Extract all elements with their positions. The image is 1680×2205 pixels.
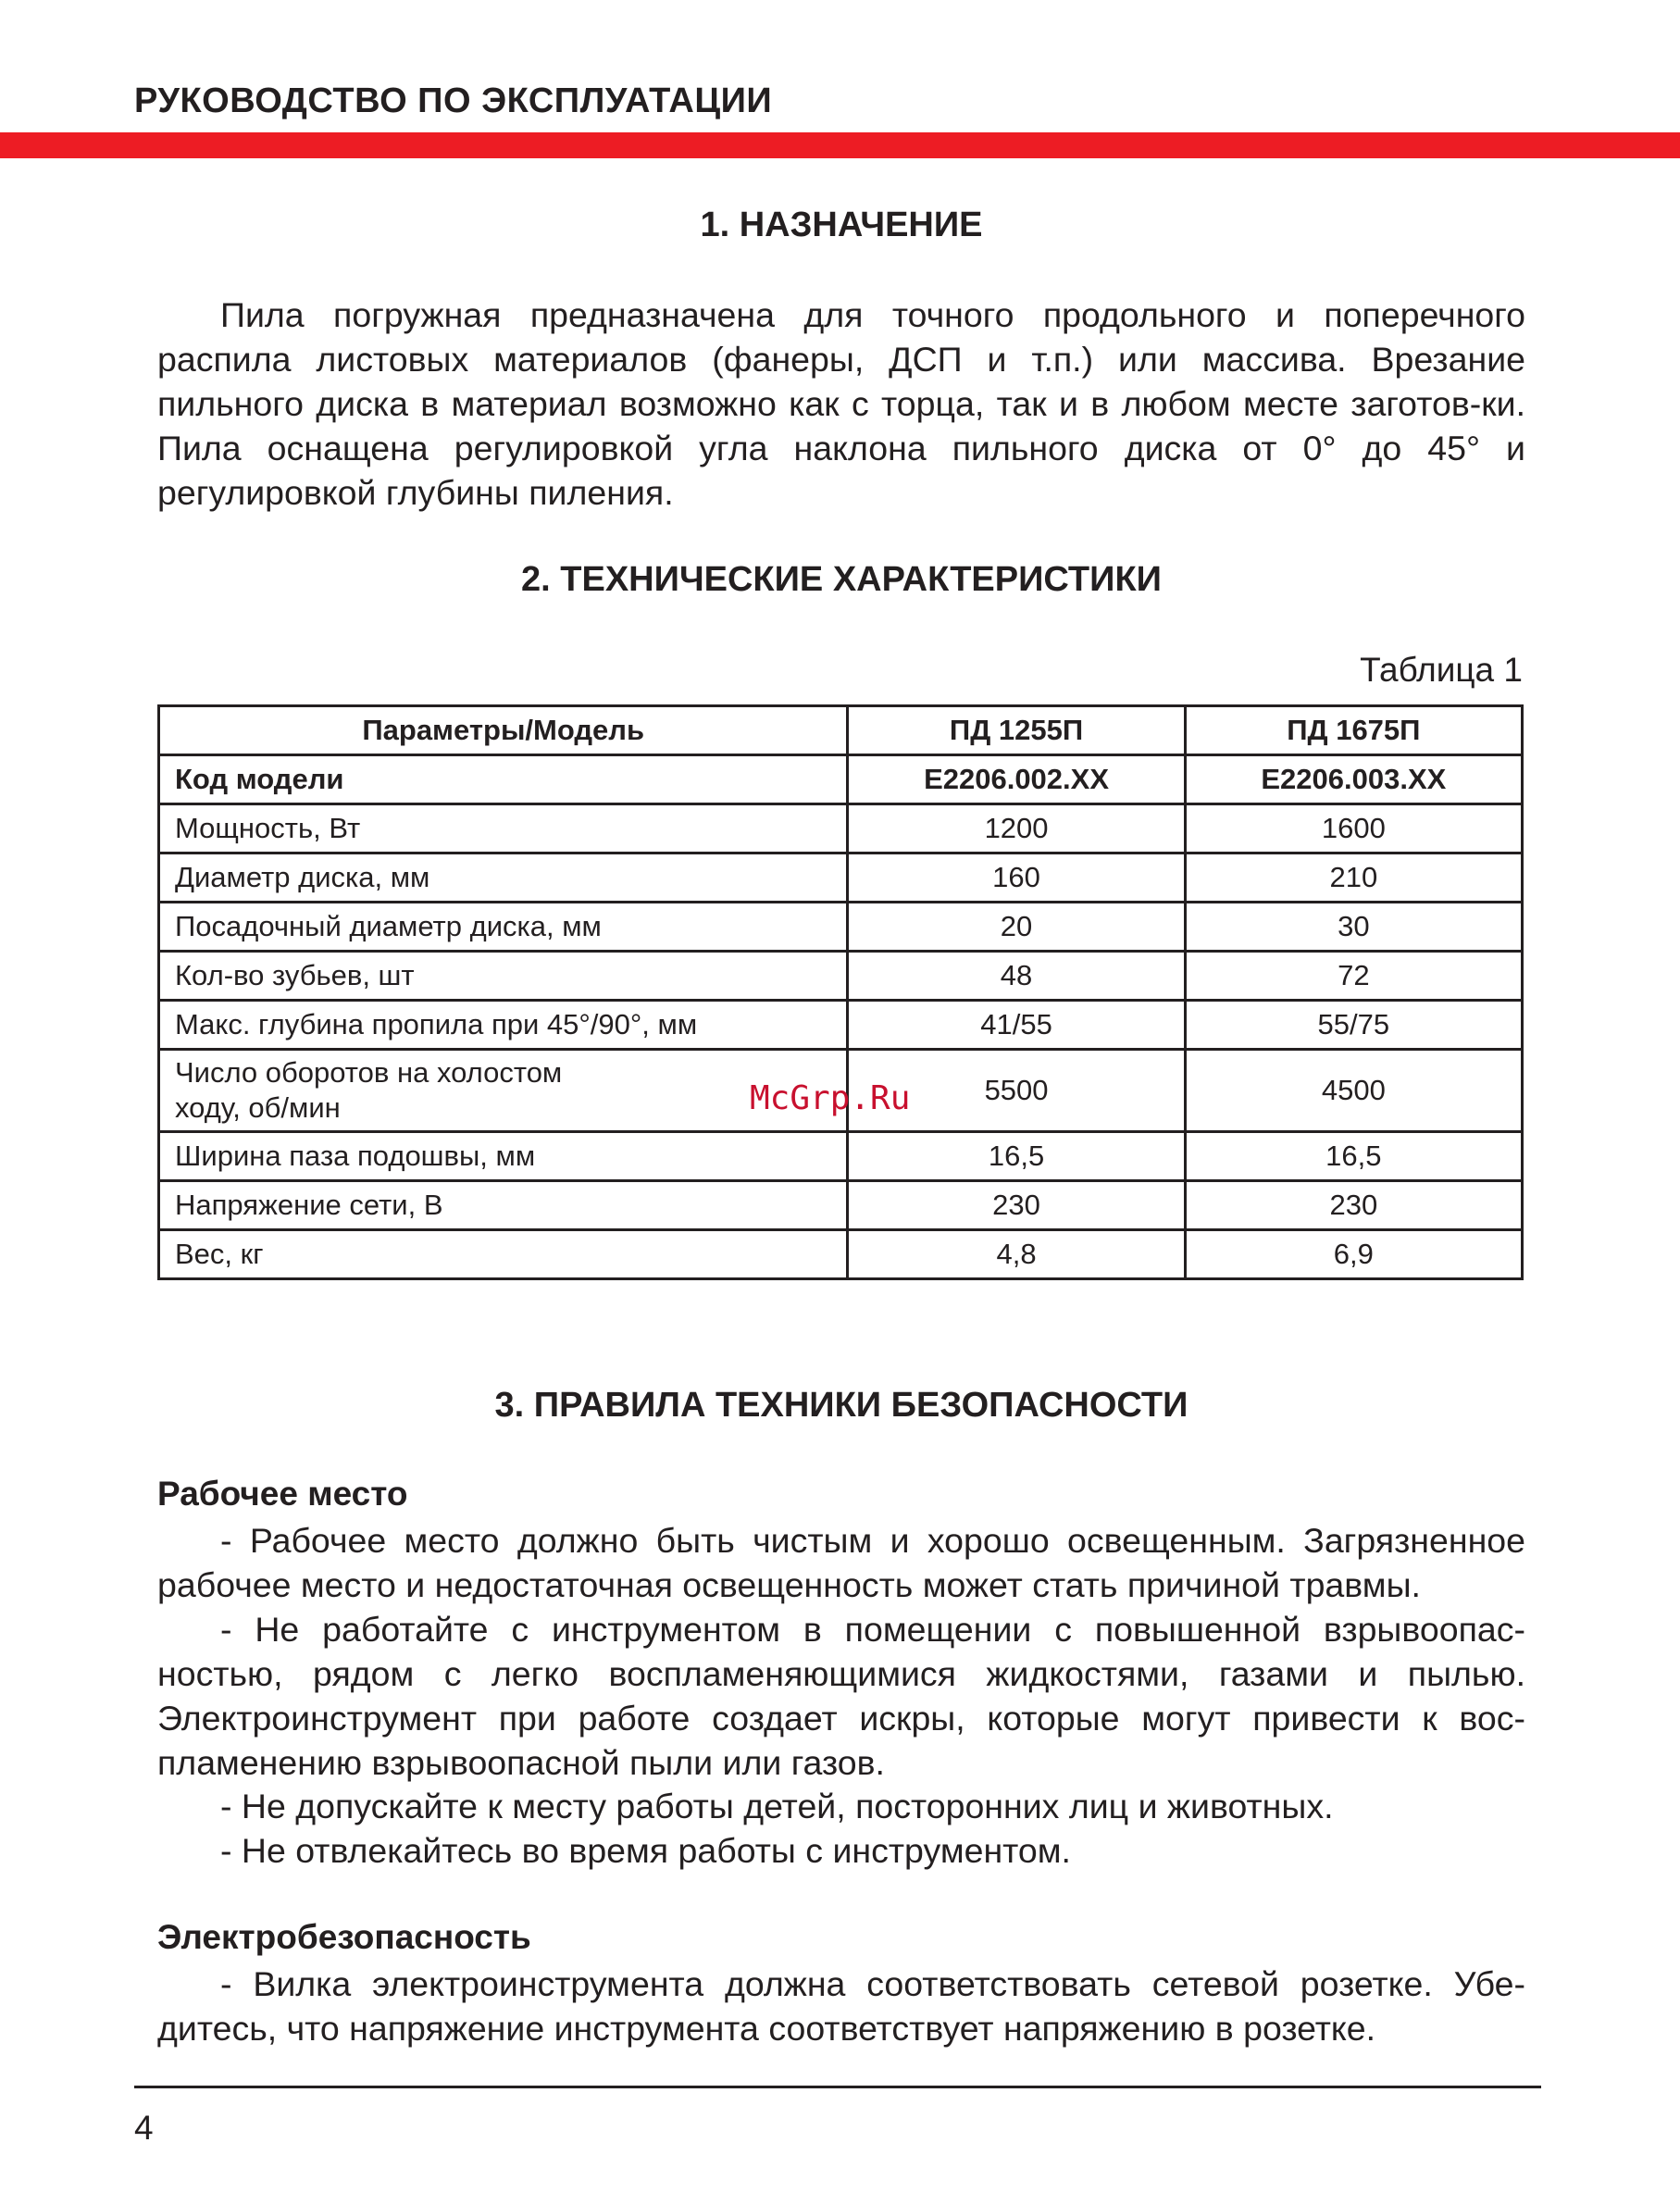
value-cell: E2206.003.XX: [1185, 755, 1522, 804]
table-row: [159, 804, 1523, 853]
value-cell: 160: [848, 853, 1185, 903]
table-row: [159, 853, 1523, 903]
param-cell: Ширина паза подошвы, мм: [159, 1132, 848, 1181]
value-cell: 5500: [848, 1050, 1185, 1132]
section-1-paragraph: [157, 293, 1525, 515]
value-cell: 55/75: [1185, 1001, 1522, 1050]
value-cell: 72: [1185, 952, 1522, 1001]
table-row: [159, 1181, 1523, 1230]
param-cell: Напряжение сети, В: [159, 1181, 848, 1230]
section-2-title: 2. ТЕХНИЧЕСКИЕ ХАРАКТЕРИСТИКИ: [521, 560, 1162, 599]
table-row: [159, 903, 1523, 952]
table-row: [159, 952, 1523, 1001]
param-cell: Вес, кг: [159, 1230, 848, 1279]
param-cell: Код модели: [159, 755, 848, 804]
workplace-item: - Не допускайте к месту работы детей, посторонних лиц и животных.: [220, 1787, 1334, 1825]
value-cell: 230: [848, 1181, 1185, 1230]
param-cell: Посадочный диаметр диска, мм: [159, 903, 848, 952]
value-cell: 6,9: [1185, 1230, 1522, 1279]
value-cell: E2206.002.XX: [848, 755, 1185, 804]
table-header-row: [159, 706, 1523, 755]
table-row: [159, 1230, 1523, 1279]
workplace-item: - Рабочее место должно быть чистым и хорошо освещенным. Загрязненное рабочее место и недостаточная освещенность может стать причиной травмы.: [157, 1521, 1525, 1604]
value-cell: 1600: [1185, 804, 1522, 853]
section-1-text: Пила погружная предназначена для точного продольного и поперечного распила листовых материалов (фанеры, ДСП и т.п.) или массива. Врезание пильного диска в материал возможно как с торца, так и в любом месте заготов-ки. Пила оснащена регулировкой угла наклона пильного диска от 0° до 45° и регулировкой глубины пиления.: [157, 295, 1525, 512]
section-1-title: 1. НАЗНАЧЕНИЕ: [700, 206, 983, 244]
value-cell: 20: [848, 903, 1185, 952]
page-number: 4: [134, 2109, 154, 2147]
watermark-link[interactable]: McGrp.Ru: [750, 1079, 911, 1117]
table-row: [159, 1001, 1523, 1050]
specifications-table: [157, 704, 1524, 1280]
value-cell: 41/55: [848, 1001, 1185, 1050]
header-cell-model-1: ПД 1255П: [848, 706, 1185, 755]
electrical-safety-heading: Электробезопасность: [157, 1918, 531, 1956]
electrical-safety-item: - Вилка электроинструмента должна соответствовать сетевой розетке. Убе-дитесь, что напряжение инструмента соответствует напряжению в розетке.: [157, 1964, 1525, 2048]
value-cell: 48: [848, 952, 1185, 1001]
value-cell: 30: [1185, 903, 1522, 952]
param-cell: Диаметр диска, мм: [159, 853, 848, 903]
running-header: РУКОВОДСТВО ПО ЭКСПЛУАТАЦИИ: [134, 81, 773, 120]
param-cell: Число оборотов на холостом ходу, об/мин: [159, 1050, 848, 1132]
workplace-item: - Не отвлекайтесь во время работы с инструментом.: [220, 1831, 1071, 1870]
section-3-title: 3. ПРАВИЛА ТЕХНИКИ БЕЗОПАСНОСТИ: [494, 1386, 1188, 1425]
param-cell: Мощность, Вт: [159, 804, 848, 853]
value-cell: 1200: [848, 804, 1185, 853]
workplace-heading: Рабочее место: [157, 1475, 408, 1513]
header-accent-bar: [0, 132, 1680, 158]
value-cell: 16,5: [848, 1132, 1185, 1181]
value-cell: 16,5: [1185, 1132, 1522, 1181]
footer-divider: [134, 2086, 1541, 2088]
workplace-item: - Не работайте с инструментом в помещении с повышенной взрывоопас-ностью, рядом с легко воспламеняющимися жидкостями, газами и пылью. Электроинструмент при работе создает искры, которые могут привести к вос-пламенению взрывоопасной пыли или газов.: [157, 1610, 1525, 1782]
value-cell: 4500: [1185, 1050, 1522, 1132]
header-cell-parameters: Параметры/Модель: [159, 706, 848, 755]
param-cell: Макс. глубина пропила при 45°/90°, мм: [159, 1001, 848, 1050]
value-cell: 4,8: [848, 1230, 1185, 1279]
value-cell: 210: [1185, 853, 1522, 903]
value-cell: 230: [1185, 1181, 1522, 1230]
header-cell-model-2: ПД 1675П: [1185, 706, 1522, 755]
table-row: [159, 755, 1523, 804]
table-caption: Таблица 1: [1360, 651, 1523, 689]
param-cell: Кол-во зубьев, шт: [159, 952, 848, 1001]
table-row: [159, 1132, 1523, 1181]
